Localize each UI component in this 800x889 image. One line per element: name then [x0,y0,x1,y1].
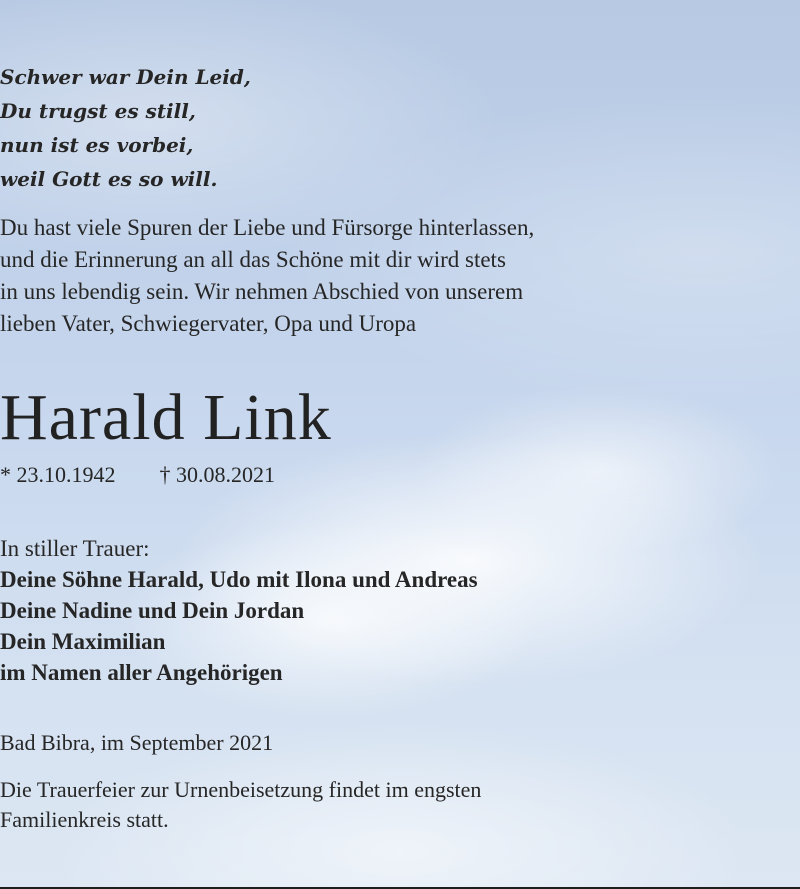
farewell-line: Du hast viele Spuren der Liebe und Fürsorge hinterlassen, [0,215,535,240]
note-line: Die Trauerfeier zur Urnenbeisetzung findet im engsten [0,777,482,802]
funeral-note [0,775,800,835]
life-dates [0,460,800,490]
mourner-line: Deine Nadine und Dein Jordan [0,598,305,623]
death-date: † 30.08.2021 [159,462,275,487]
mourner-line: Dein Maximilian [0,629,166,654]
farewell-text [0,212,800,340]
place-and-date: Bad Bibra, im September 2021 [0,730,274,755]
birth-date: * 23.10.1942 [0,462,116,487]
deceased-name: Harald Link [0,381,332,454]
farewell-line: lieben Vater, Schwiegervater, Opa und Uropa [0,311,417,336]
verse-line: Du trugst es still, [0,99,196,123]
mourner-line: im Namen aller Angehörigen [0,660,283,685]
mourners-block [0,533,800,688]
verse-line: Schwer war Dein Leid, [0,65,251,89]
verse-line: weil Gott es so will. [0,167,218,191]
farewell-line: und die Erinnerung an all das Schöne mit dir wird stets [0,247,506,272]
poem-verse [0,60,800,196]
mourning-label: In stiller Trauer: [0,536,150,561]
mourner-line: Deine Söhne Harald, Udo mit Ilona und Andreas [0,567,478,592]
note-line: Familienkreis statt. [0,807,169,832]
verse-line: nun ist es vorbei, [0,133,194,157]
farewell-line: in uns lebendig sein. Wir nehmen Abschied von unserem [0,279,524,304]
